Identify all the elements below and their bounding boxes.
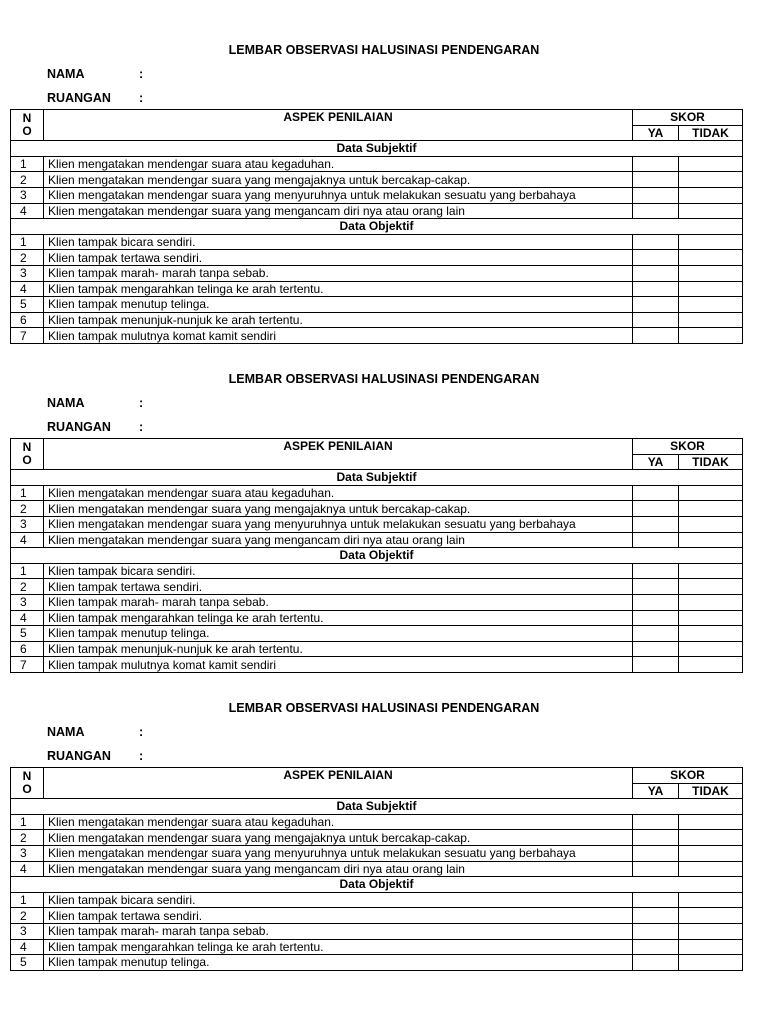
section-label: Data Objektif: [11, 877, 743, 893]
section-row: [11, 548, 743, 564]
tidak-score-cell[interactable]: [679, 892, 743, 908]
item-text: Klien tampak mengarahkan telinga ke arah tertentu.: [44, 281, 633, 297]
item-number: 2: [11, 579, 44, 595]
ya-header: YA: [633, 125, 679, 141]
section-row: [11, 877, 743, 893]
table-header-row: [11, 110, 743, 126]
ya-header: YA: [633, 783, 679, 799]
table-row: [11, 250, 743, 266]
aspek-header: ASPEK PENILAIAN: [44, 110, 633, 141]
item-text: Klien mengatakan mendengar suara atau kegaduhan.: [44, 156, 633, 172]
ya-score-cell[interactable]: [633, 250, 679, 266]
ya-score-cell[interactable]: [633, 641, 679, 657]
item-text: Klien tampak marah- marah tanpa sebab.: [44, 265, 633, 281]
tidak-header: TIDAK: [679, 125, 743, 141]
table-row: [11, 610, 743, 626]
ruangan-label: RUANGAN: [47, 420, 111, 434]
ya-score-cell[interactable]: [633, 626, 679, 642]
ya-score-cell[interactable]: [633, 328, 679, 344]
item-text: Klien mengatakan mendengar suara yang mengajaknya untuk bercakap-cakap.: [44, 172, 633, 188]
table-row: [11, 501, 743, 517]
ruangan-colon: :: [139, 749, 144, 763]
item-text: Klien mengatakan mendengar suara yang mengajaknya untuk bercakap-cakap.: [44, 830, 633, 846]
tidak-score-cell[interactable]: [679, 265, 743, 281]
ruangan-field: [47, 749, 143, 763]
table-row: [11, 923, 743, 939]
aspek-header: ASPEK PENILAIAN: [44, 768, 633, 799]
table-row: [11, 861, 743, 877]
item-number: 3: [11, 594, 44, 610]
item-number: 4: [11, 281, 44, 297]
item-number: 6: [11, 641, 44, 657]
table-row: [11, 563, 743, 579]
item-number: 2: [11, 172, 44, 188]
skor-header: SKOR: [633, 110, 743, 126]
item-text: Klien tampak mengarahkan telinga ke arah tertentu.: [44, 610, 633, 626]
table-row: [11, 955, 743, 971]
table-row: [11, 187, 743, 203]
nama-colon: :: [139, 725, 144, 739]
table-row: [11, 830, 743, 846]
tidak-score-cell[interactable]: [679, 939, 743, 955]
item-text: Klien tampak menunjuk-nunjuk ke arah tertentu.: [44, 312, 633, 328]
table-header-row: [11, 768, 743, 784]
tidak-score-cell[interactable]: [679, 250, 743, 266]
ya-score-cell[interactable]: [633, 485, 679, 501]
sheet-title: LEMBAR OBSERVASI HALUSINASI PENDENGARAN: [228, 372, 540, 386]
item-number: 6: [11, 312, 44, 328]
tidak-score-cell[interactable]: [679, 281, 743, 297]
table-row: [11, 939, 743, 955]
nama-field: [47, 396, 143, 410]
item-number: 1: [11, 156, 44, 172]
item-number: 2: [11, 250, 44, 266]
ruangan-field: [47, 420, 143, 434]
item-text: Klien tampak tertawa sendiri.: [44, 579, 633, 595]
ruangan-field: [47, 91, 143, 105]
nama-label: NAMA: [47, 396, 85, 410]
item-number: 5: [11, 626, 44, 642]
tidak-score-cell[interactable]: [679, 312, 743, 328]
item-text: Klien tampak mulutnya komat kamit sendiri: [44, 328, 633, 344]
tidak-score-cell[interactable]: [679, 923, 743, 939]
nama-label: NAMA: [47, 725, 85, 739]
item-text: Klien tampak mulutnya komat kamit sendiri: [44, 657, 633, 673]
item-text: Klien tampak tertawa sendiri.: [44, 908, 633, 924]
tidak-score-cell[interactable]: [679, 861, 743, 877]
ya-score-cell[interactable]: [633, 563, 679, 579]
ya-score-cell[interactable]: [633, 861, 679, 877]
tidak-header: TIDAK: [679, 454, 743, 470]
ya-score-cell[interactable]: [633, 156, 679, 172]
tidak-score-cell[interactable]: [679, 234, 743, 250]
tidak-score-cell[interactable]: [679, 845, 743, 861]
item-text: Klien tampak menunjuk-nunjuk ke arah tertentu.: [44, 641, 633, 657]
ya-score-cell[interactable]: [633, 187, 679, 203]
item-text: Klien mengatakan mendengar suara yang mengajaknya untuk bercakap-cakap.: [44, 501, 633, 517]
ya-score-cell[interactable]: [633, 892, 679, 908]
item-text: Klien tampak bicara sendiri.: [44, 234, 633, 250]
nama-field: [47, 67, 143, 81]
ruangan-label: RUANGAN: [47, 749, 111, 763]
tidak-score-cell[interactable]: [679, 610, 743, 626]
table-row: [11, 657, 743, 673]
table-row: [11, 234, 743, 250]
table-row: [11, 297, 743, 313]
ya-score-cell[interactable]: [633, 501, 679, 517]
observation-table: [10, 767, 743, 971]
section-label: Data Subjektif: [11, 141, 743, 157]
no-header: N O: [11, 110, 44, 141]
section-label: Data Objektif: [11, 219, 743, 235]
ruangan-colon: :: [139, 91, 144, 105]
section-row: [11, 219, 743, 235]
no-header: N O: [11, 768, 44, 799]
item-text: Klien mengatakan mendengar suara yang mengancam diri nya atau orang lain: [44, 203, 633, 219]
ya-score-cell[interactable]: [633, 265, 679, 281]
item-number: 4: [11, 861, 44, 877]
table-row: [11, 203, 743, 219]
tidak-score-cell[interactable]: [679, 563, 743, 579]
tidak-score-cell[interactable]: [679, 830, 743, 846]
item-text: Klien mengatakan mendengar suara yang menyuruhnya untuk melakukan sesuatu yang berbahaya: [44, 845, 633, 861]
item-text: Klien mengatakan mendengar suara yang mengancam diri nya atau orang lain: [44, 861, 633, 877]
ya-score-cell[interactable]: [633, 610, 679, 626]
tidak-score-cell[interactable]: [679, 172, 743, 188]
item-number: 2: [11, 501, 44, 517]
tidak-header: TIDAK: [679, 783, 743, 799]
tidak-score-cell[interactable]: [679, 532, 743, 548]
tidak-score-cell[interactable]: [679, 641, 743, 657]
table-row: [11, 892, 743, 908]
nama-field: [47, 725, 143, 739]
tidak-score-cell[interactable]: [679, 187, 743, 203]
table-row: [11, 845, 743, 861]
tidak-score-cell[interactable]: [679, 579, 743, 595]
table-row: [11, 156, 743, 172]
skor-header: SKOR: [633, 439, 743, 455]
ya-score-cell[interactable]: [633, 532, 679, 548]
table-row: [11, 281, 743, 297]
section-row: [11, 470, 743, 486]
item-text: Klien mengatakan mendengar suara atau kegaduhan.: [44, 814, 633, 830]
item-number: 4: [11, 532, 44, 548]
table-row: [11, 172, 743, 188]
table-row: [11, 594, 743, 610]
item-number: 3: [11, 923, 44, 939]
tidak-score-cell[interactable]: [679, 501, 743, 517]
ya-score-cell[interactable]: [633, 830, 679, 846]
item-number: 1: [11, 234, 44, 250]
table-row: [11, 265, 743, 281]
item-number: 1: [11, 563, 44, 579]
table-row: [11, 328, 743, 344]
item-text: Klien tampak tertawa sendiri.: [44, 250, 633, 266]
tidak-score-cell[interactable]: [679, 203, 743, 219]
ya-score-cell[interactable]: [633, 172, 679, 188]
item-number: 7: [11, 657, 44, 673]
ya-score-cell[interactable]: [633, 297, 679, 313]
tidak-score-cell[interactable]: [679, 328, 743, 344]
ruangan-colon: :: [139, 420, 144, 434]
ya-score-cell[interactable]: [633, 814, 679, 830]
ya-score-cell[interactable]: [633, 939, 679, 955]
table-header-row: [11, 439, 743, 455]
aspek-header: ASPEK PENILAIAN: [44, 439, 633, 470]
tidak-score-cell[interactable]: [679, 485, 743, 501]
table-row: [11, 312, 743, 328]
item-number: 7: [11, 328, 44, 344]
section-label: Data Subjektif: [11, 799, 743, 815]
item-number: 1: [11, 814, 44, 830]
item-text: Klien tampak marah- marah tanpa sebab.: [44, 594, 633, 610]
tidak-score-cell[interactable]: [679, 156, 743, 172]
tidak-score-cell[interactable]: [679, 814, 743, 830]
item-number: 5: [11, 955, 44, 971]
table-row: [11, 908, 743, 924]
table-row: [11, 516, 743, 532]
item-text: Klien tampak menutup telinga.: [44, 955, 633, 971]
ya-score-cell[interactable]: [633, 312, 679, 328]
tidak-score-cell[interactable]: [679, 516, 743, 532]
section-label: Data Subjektif: [11, 470, 743, 486]
item-text: Klien tampak mengarahkan telinga ke arah tertentu.: [44, 939, 633, 955]
observation-table: [10, 109, 743, 344]
ya-header: YA: [633, 454, 679, 470]
ya-score-cell[interactable]: [633, 203, 679, 219]
section-label: Data Objektif: [11, 548, 743, 564]
ya-score-cell[interactable]: [633, 594, 679, 610]
item-number: 5: [11, 297, 44, 313]
nama-label: NAMA: [47, 67, 85, 81]
item-text: Klien mengatakan mendengar suara atau kegaduhan.: [44, 485, 633, 501]
tidak-score-cell[interactable]: [679, 908, 743, 924]
item-text: Klien tampak bicara sendiri.: [44, 892, 633, 908]
ya-score-cell[interactable]: [633, 908, 679, 924]
ya-score-cell[interactable]: [633, 579, 679, 595]
ya-score-cell[interactable]: [633, 955, 679, 971]
skor-header: SKOR: [633, 768, 743, 784]
item-text: Klien tampak marah- marah tanpa sebab.: [44, 923, 633, 939]
ya-score-cell[interactable]: [633, 845, 679, 861]
table-row: [11, 485, 743, 501]
section-row: [11, 799, 743, 815]
observation-table: [10, 438, 743, 673]
no-header: N O: [11, 439, 44, 470]
item-number: 3: [11, 265, 44, 281]
ya-score-cell[interactable]: [633, 234, 679, 250]
item-number: 4: [11, 203, 44, 219]
ya-score-cell[interactable]: [633, 281, 679, 297]
table-row: [11, 532, 743, 548]
sheet-title: LEMBAR OBSERVASI HALUSINASI PENDENGARAN: [228, 43, 540, 57]
item-text: Klien tampak menutup telinga.: [44, 297, 633, 313]
item-number: 2: [11, 908, 44, 924]
tidak-score-cell[interactable]: [679, 626, 743, 642]
item-number: 1: [11, 485, 44, 501]
item-number: 2: [11, 830, 44, 846]
item-number: 1: [11, 892, 44, 908]
tidak-score-cell[interactable]: [679, 657, 743, 673]
item-number: 3: [11, 516, 44, 532]
table-row: [11, 579, 743, 595]
ya-score-cell[interactable]: [633, 923, 679, 939]
table-row: [11, 814, 743, 830]
sheet-title: LEMBAR OBSERVASI HALUSINASI PENDENGARAN: [228, 701, 540, 715]
section-row: [11, 141, 743, 157]
nama-colon: :: [139, 396, 144, 410]
table-row: [11, 641, 743, 657]
tidak-score-cell[interactable]: [679, 594, 743, 610]
item-text: Klien tampak menutup telinga.: [44, 626, 633, 642]
item-text: Klien mengatakan mendengar suara yang menyuruhnya untuk melakukan sesuatu yang berbahaya: [44, 516, 633, 532]
ya-score-cell[interactable]: [633, 657, 679, 673]
item-number: 3: [11, 187, 44, 203]
item-number: 3: [11, 845, 44, 861]
ruangan-label: RUANGAN: [47, 91, 111, 105]
item-text: Klien tampak bicara sendiri.: [44, 563, 633, 579]
item-text: Klien mengatakan mendengar suara yang menyuruhnya untuk melakukan sesuatu yang berbahaya: [44, 187, 633, 203]
table-row: [11, 626, 743, 642]
ya-score-cell[interactable]: [633, 516, 679, 532]
tidak-score-cell[interactable]: [679, 297, 743, 313]
item-text: Klien mengatakan mendengar suara yang mengancam diri nya atau orang lain: [44, 532, 633, 548]
item-number: 4: [11, 610, 44, 626]
tidak-score-cell[interactable]: [679, 955, 743, 971]
item-number: 4: [11, 939, 44, 955]
nama-colon: :: [139, 67, 144, 81]
